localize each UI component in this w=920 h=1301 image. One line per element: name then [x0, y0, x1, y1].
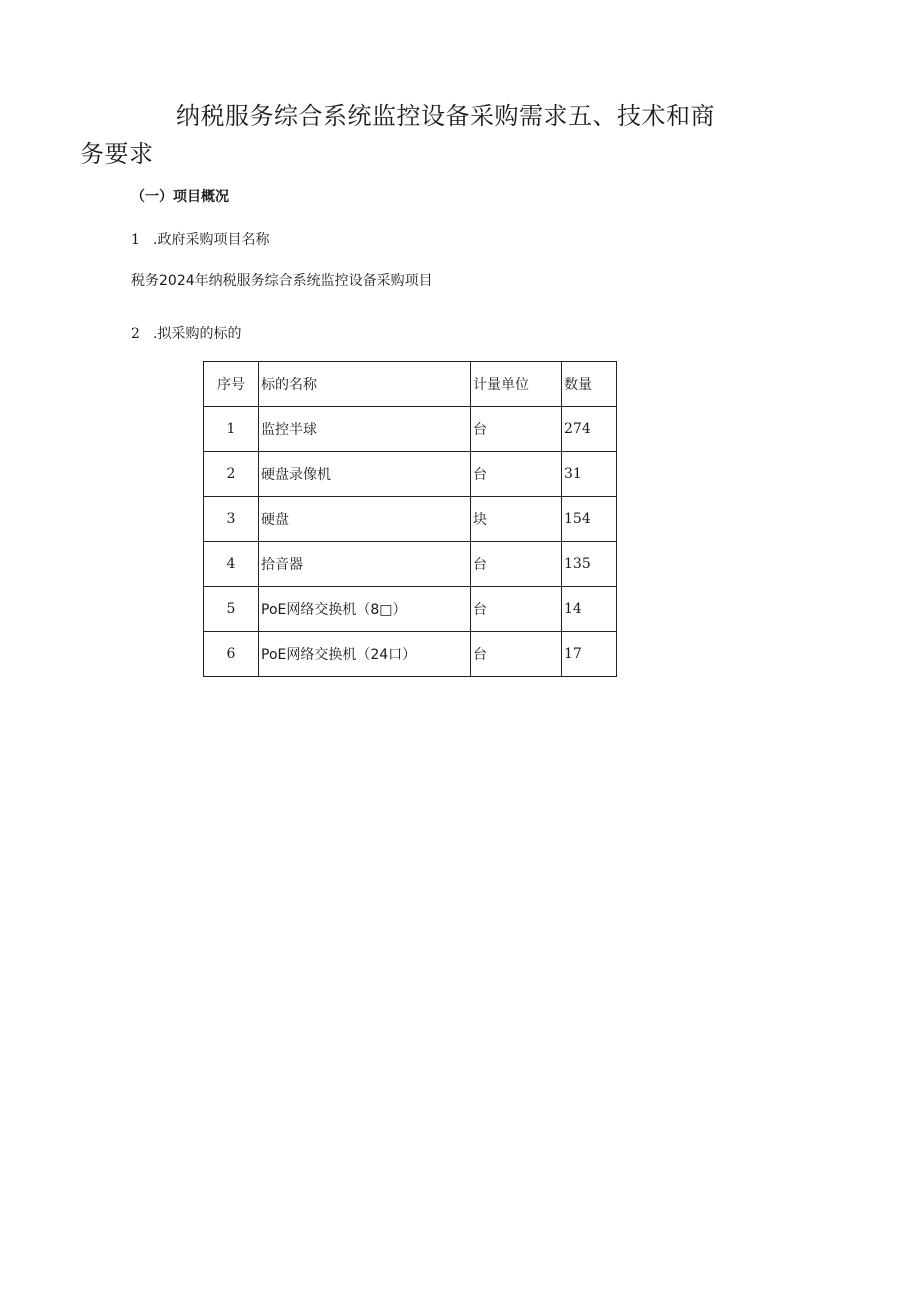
cell-unit: 台 — [471, 587, 562, 632]
cell-quantity: 135 — [562, 542, 617, 587]
document-title-line-1: 纳税服务综合系统监控设备采购需求五、技术和商 — [176, 102, 715, 130]
item-number: 1 — [131, 232, 140, 248]
item-label: .政府采购项目名称 — [153, 232, 270, 248]
cell-quantity: 154 — [562, 497, 617, 542]
cell-quantity: 14 — [562, 587, 617, 632]
cell-serial-number: 4 — [204, 542, 259, 587]
header-serial-number: 序号 — [204, 362, 259, 407]
cell-item-name: 硬盘 — [259, 497, 471, 542]
table-row — [204, 452, 617, 497]
item-heading-project-name — [131, 229, 269, 249]
cell-item-name: 监控半球 — [259, 407, 471, 452]
table-header-row — [204, 362, 617, 407]
cell-unit: 台 — [471, 407, 562, 452]
cell-item-name: 拾音器 — [259, 542, 471, 587]
cell-serial-number: 6 — [204, 632, 259, 677]
cell-item-name: PoE网络交换机（24口） — [259, 632, 471, 677]
cell-item-name: 硬盘录像机 — [259, 452, 471, 497]
table-row — [204, 587, 617, 632]
cell-serial-number: 5 — [204, 587, 259, 632]
header-quantity: 数量 — [562, 362, 617, 407]
item-label: .拟采购的标的 — [153, 326, 242, 342]
table-row — [204, 497, 617, 542]
cell-unit: 台 — [471, 452, 562, 497]
cell-unit: 台 — [471, 542, 562, 587]
item-number: 2 — [131, 326, 140, 342]
procurement-items-table — [203, 361, 617, 677]
cell-serial-number: 2 — [204, 452, 259, 497]
cell-unit: 块 — [471, 497, 562, 542]
document-title-line-2: 务要求 — [80, 140, 154, 168]
header-unit: 计量单位 — [471, 362, 562, 407]
section-heading-project-overview: （一）项目概况 — [131, 189, 229, 205]
cell-serial-number: 1 — [204, 407, 259, 452]
table-row — [204, 407, 617, 452]
cell-unit: 台 — [471, 632, 562, 677]
table-row — [204, 632, 617, 677]
header-item-name: 标的名称 — [259, 362, 471, 407]
cell-serial-number: 3 — [204, 497, 259, 542]
table-row — [204, 542, 617, 587]
project-name-text: 税务2024年纳税服务综合系统监控设备采购项目 — [131, 273, 433, 289]
item-heading-procurement-subject — [131, 323, 241, 343]
cell-quantity: 31 — [562, 452, 617, 497]
cell-item-name: PoE网络交换机（8□） — [259, 587, 471, 632]
cell-quantity: 17 — [562, 632, 617, 677]
cell-quantity: 274 — [562, 407, 617, 452]
